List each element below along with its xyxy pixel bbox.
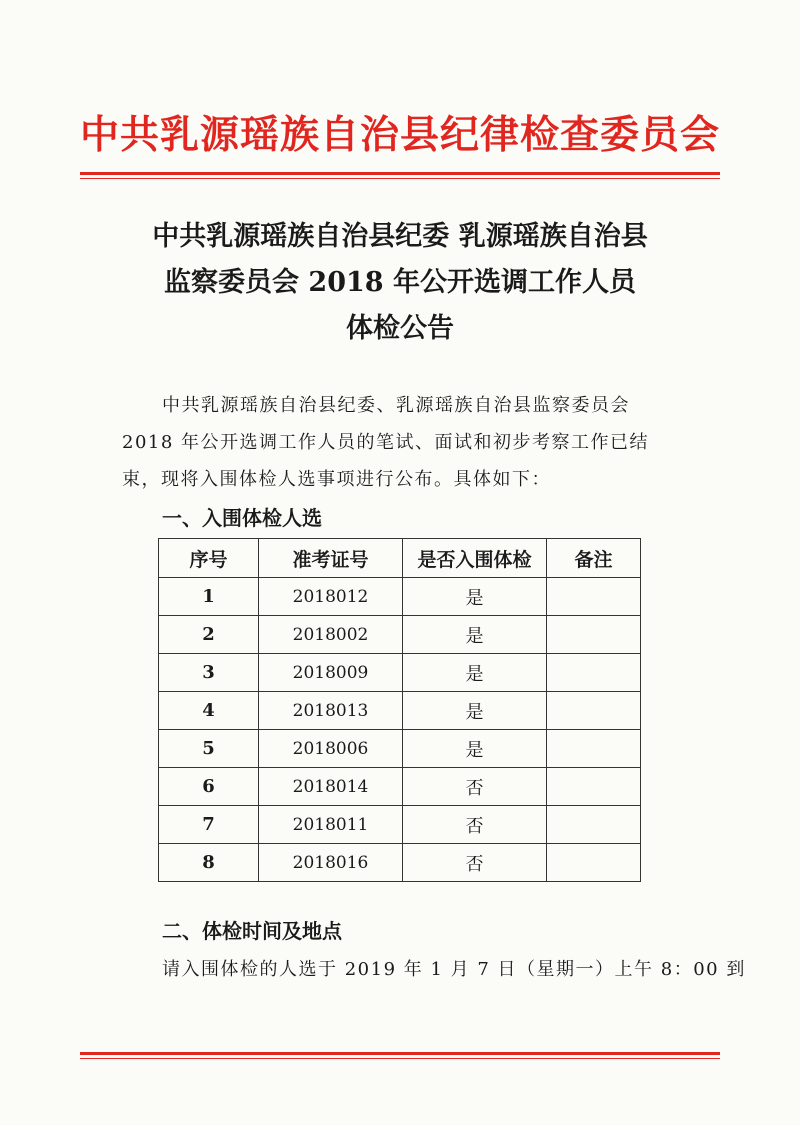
section-heading-exam-time-place: 二、体检时间及地点 xyxy=(162,919,342,943)
table-row xyxy=(159,730,641,768)
table-row xyxy=(159,654,641,692)
cell-exam-id: 2018006 xyxy=(259,730,403,768)
cell-shortlisted: 是 xyxy=(403,730,547,768)
cell-note xyxy=(547,578,641,616)
org-header: 中共乳源瑶族自治县纪律检查委员会 xyxy=(79,112,720,158)
cell-note xyxy=(547,768,641,806)
document-title-line-2: 监察委员会 2018 年公开选调工作人员 xyxy=(164,267,636,298)
table-header-row xyxy=(159,539,641,578)
section-heading-candidates: 一、入围体检人选 xyxy=(162,506,322,530)
table-row xyxy=(159,768,641,806)
cell-no: 3 xyxy=(159,654,259,692)
cell-no: 1 xyxy=(159,578,259,616)
cell-note xyxy=(547,616,641,654)
cell-shortlisted: 否 xyxy=(403,844,547,882)
cell-exam-id: 2018012 xyxy=(259,578,403,616)
exam-time-line: 请入围体检的人选于 2019 年 1 月 7 日（星期一）上午 8：00 到 xyxy=(162,959,746,980)
footer-rule-thin xyxy=(80,1058,720,1059)
cell-shortlisted: 是 xyxy=(403,654,547,692)
cell-exam-id: 2018011 xyxy=(259,806,403,844)
cell-shortlisted: 是 xyxy=(403,616,547,654)
intro-line-2: 2018 年公开选调工作人员的笔试、面试和初步考察工作已结 xyxy=(122,432,650,453)
table-row xyxy=(159,692,641,730)
intro-line-1: 中共乳源瑶族自治县纪委、乳源瑶族自治县监察委员会 xyxy=(162,395,630,416)
cell-note xyxy=(547,692,641,730)
cell-no: 5 xyxy=(159,730,259,768)
candidates-table xyxy=(158,538,641,882)
cell-note xyxy=(547,844,641,882)
column-header-no: 序号 xyxy=(159,539,259,578)
table-row xyxy=(159,616,641,654)
cell-shortlisted: 否 xyxy=(403,806,547,844)
cell-exam-id: 2018013 xyxy=(259,692,403,730)
cell-exam-id: 2018016 xyxy=(259,844,403,882)
table-row xyxy=(159,578,641,616)
column-header-shortlisted: 是否入围体检 xyxy=(403,539,547,578)
cell-shortlisted: 否 xyxy=(403,768,547,806)
column-header-note: 备注 xyxy=(547,539,641,578)
cell-shortlisted: 是 xyxy=(403,578,547,616)
cell-no: 4 xyxy=(159,692,259,730)
header-rule-thick xyxy=(80,172,720,175)
cell-note xyxy=(547,730,641,768)
cell-no: 6 xyxy=(159,768,259,806)
cell-no: 7 xyxy=(159,806,259,844)
cell-exam-id: 2018009 xyxy=(259,654,403,692)
cell-no: 8 xyxy=(159,844,259,882)
column-header-exam-id: 准考证号 xyxy=(259,539,403,578)
document-title-line-3: 体检公告 xyxy=(346,313,454,344)
table-row xyxy=(159,806,641,844)
cell-no: 2 xyxy=(159,616,259,654)
cell-note xyxy=(547,806,641,844)
cell-exam-id: 2018002 xyxy=(259,616,403,654)
intro-line-3: 束，现将入围体检人选事项进行公布。具体如下： xyxy=(122,469,551,490)
document-title-line-1: 中共乳源瑶族自治县纪委 乳源瑶族自治县 xyxy=(152,221,648,252)
cell-note xyxy=(547,654,641,692)
footer-rule-thick xyxy=(80,1052,720,1055)
table-row xyxy=(159,844,641,882)
cell-exam-id: 2018014 xyxy=(259,768,403,806)
cell-shortlisted: 是 xyxy=(403,692,547,730)
header-rule-thin xyxy=(80,178,720,179)
